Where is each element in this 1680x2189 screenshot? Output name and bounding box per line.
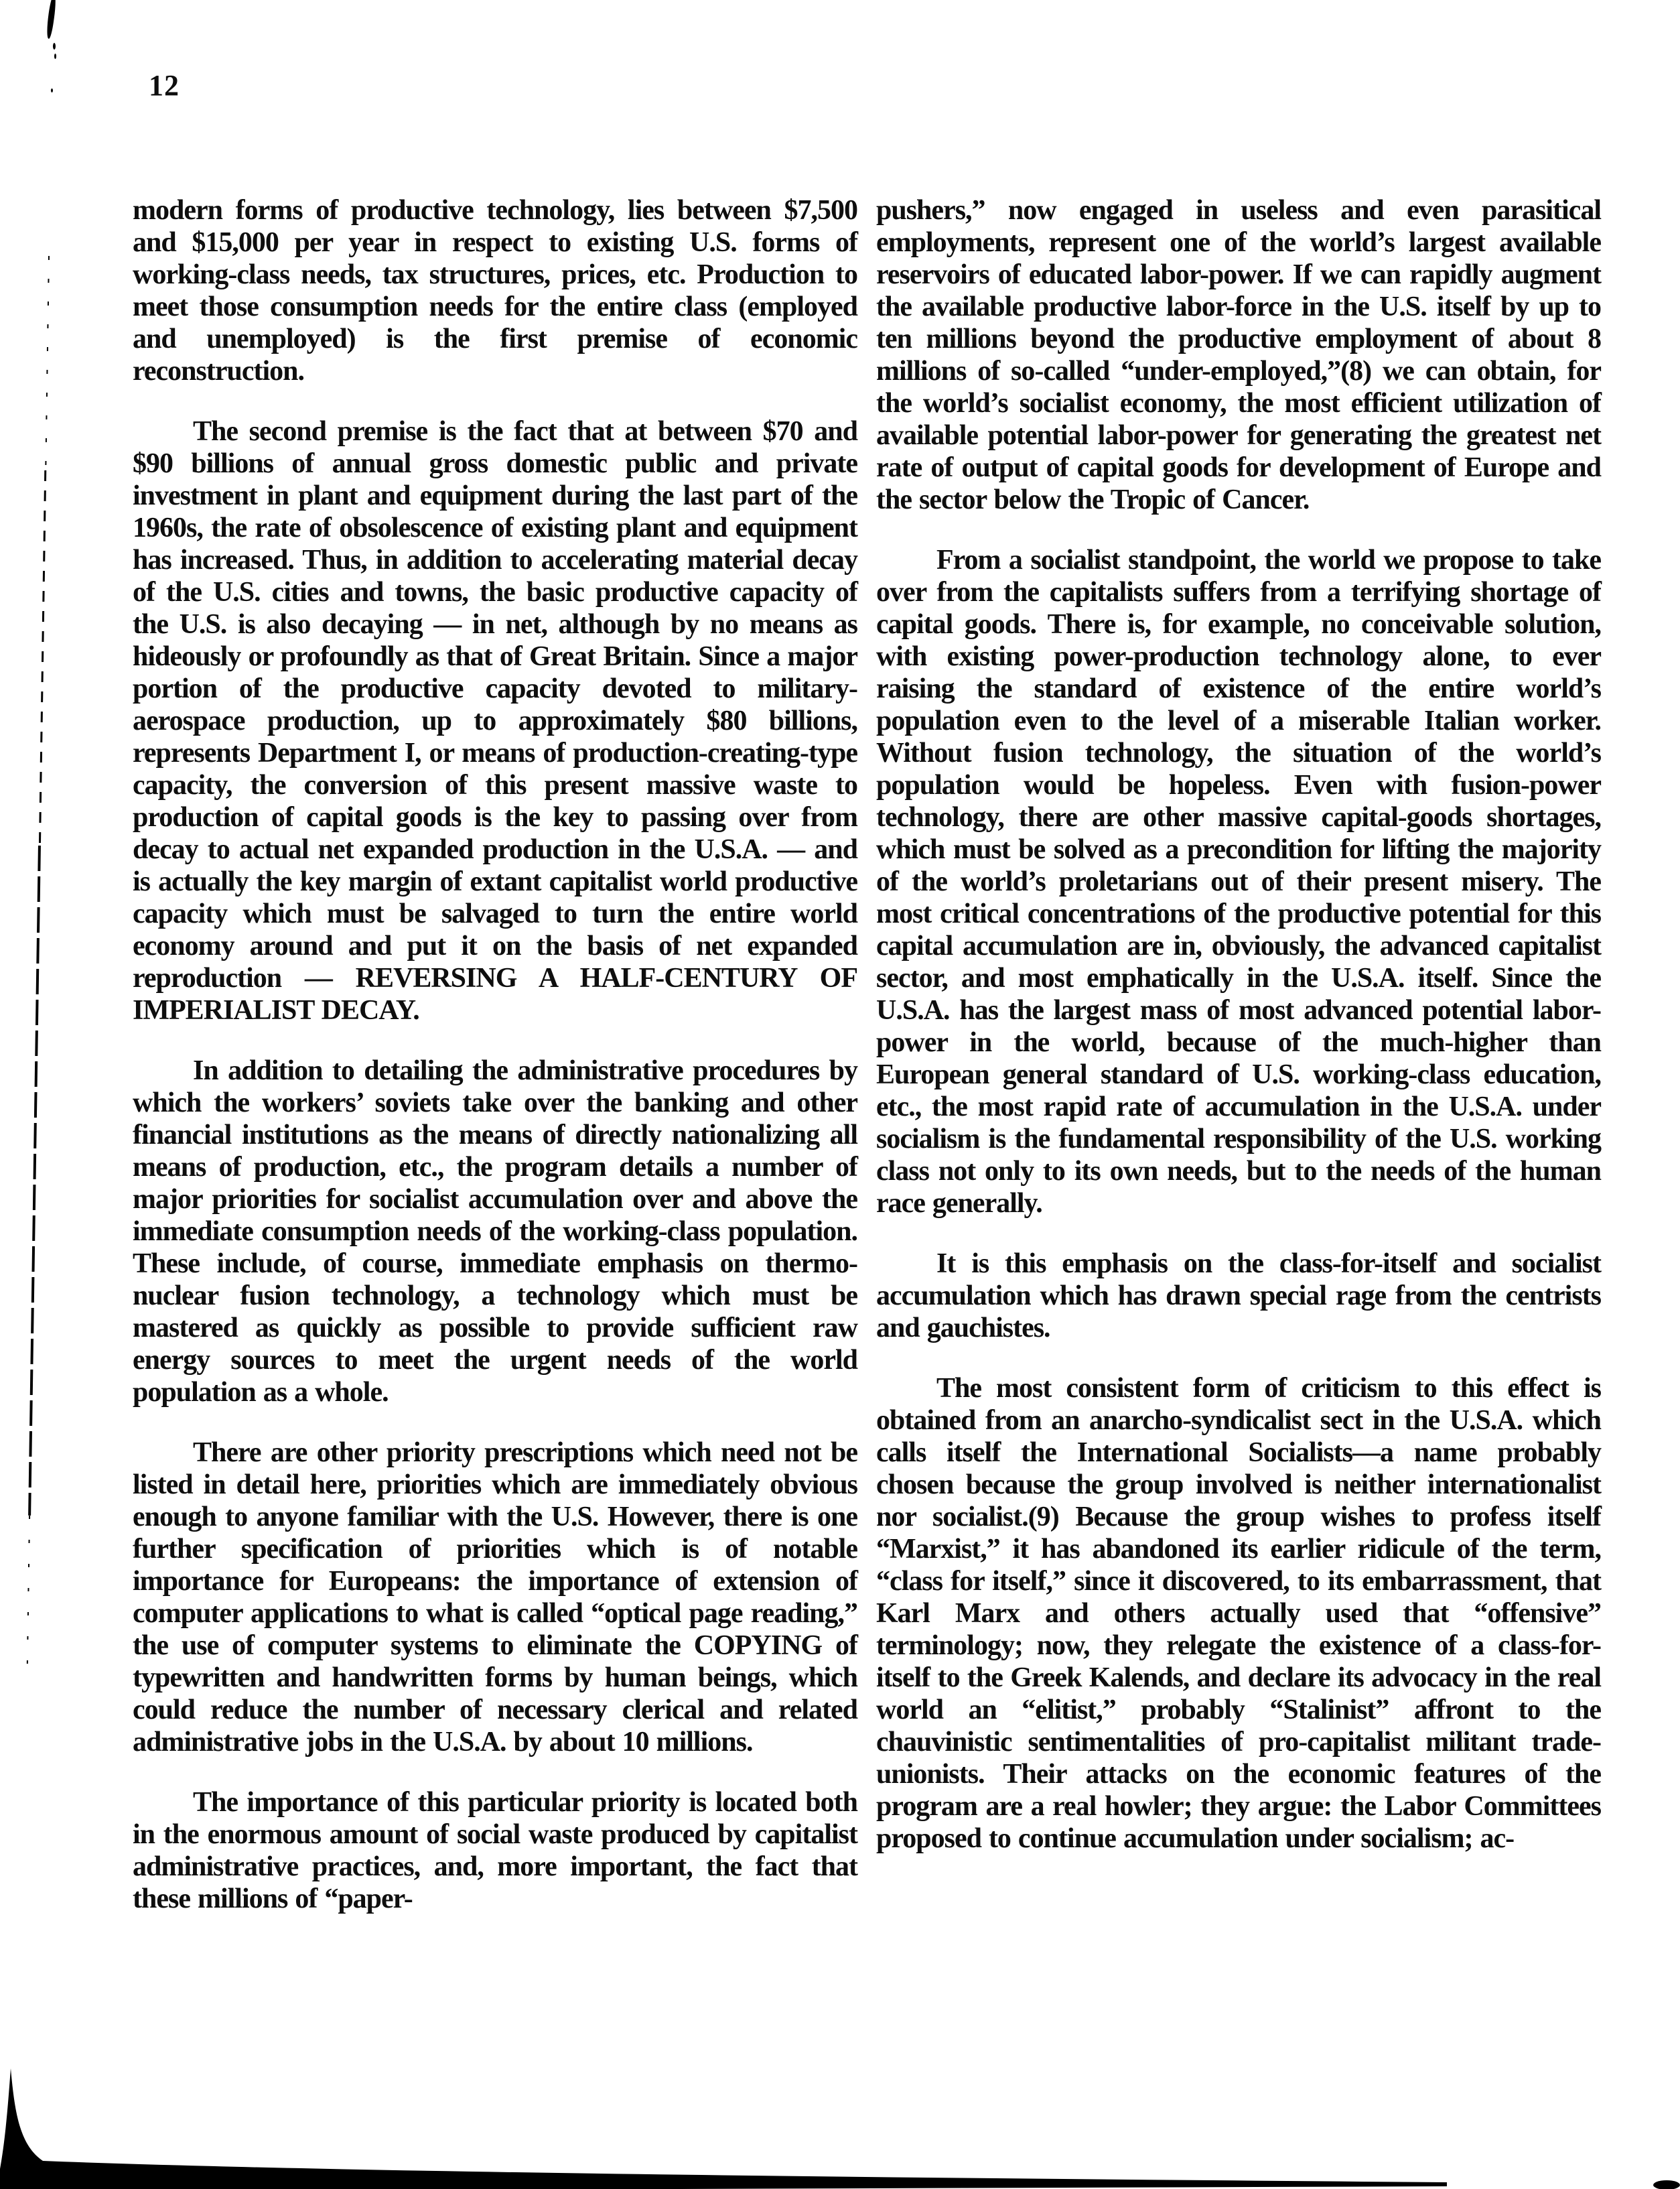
paragraph: modern forms of productive technology, lies between $7,500 and $15,000 per year in respect to existing U.S. forms of working-class needs, tax structures, prices, etc. Production to meet those consumption needs for the entire class (employed and unemployed) is the first premise of economic reconstruction. <box>133 195 857 387</box>
binding-edge-segment <box>28 846 41 1516</box>
paragraph: pushers,” now engaged in useless and even parasitical employments, represent one of the world’s largest available reservoirs of educated labor-power. If we can rapidly augment the available productive labor-force in the U.S. itself by up to ten millions beyond the productive employment of about 8 millions of so-called “under-employed,”(8) we can obtain, for the world’s socialist economy, the most efficient utilization of available potential labor-power for generating the greatest net rate of output of capital goods for development of Europe and the sector below the Tropic of Cancer. <box>876 195 1601 515</box>
ink-stroke-artifact <box>45 0 57 39</box>
paragraph: It is this emphasis on the class-for-itself and socialist accumulation which has drawn special rage from the centrists and gauchistes. <box>876 1248 1601 1343</box>
left-column <box>133 194 857 1943</box>
paragraph: In addition to detailing the administrative procedures by which the workers’ soviets take over the banking and other financial institutions as the means of directly nationalizing all means of production, etc., the program details a number of major priorities for socialist accumulation over and above the immediate consumption needs of the working-class population. These include, of course, immediate emphasis on thermo-nuclear fusion technology, a technology which must be mastered as quickly as possible to provide sufficient raw energy sources to meet the urgent needs of the world population as a whole. <box>133 1055 857 1408</box>
binding-edge-artifact <box>25 256 50 1683</box>
paragraph: The importance of this particular priority is located both in the enormous amount of social waste produced by capitalist administrative practices, and, more important, the fact that these millions of “paper- <box>133 1787 857 1914</box>
page-number: 12 <box>149 69 180 102</box>
right-column <box>876 194 1601 1943</box>
binding-edge-segment <box>39 470 46 846</box>
ink-dot-artifact <box>54 54 56 59</box>
paragraph: The most consistent form of criticism to this effect is obtained from an anarcho-syndicalist sect in the U.S.A. which calls itself the International Socialists—a name probably chosen because the group involved is neither internationalist nor socialist.(9) Because the group wishes to profess itself “Marxist,” it has abandoned its earlier ridicule of the term, “class for itself,” since it discovered, to its embarrassment, that Karl Marx and others actually used that “offensive” terminology; now, they relegate the existence of a class-for-itself to the Greek Kalends, and declare its advocacy in the real world an “elitist,” probably “Stalinist” affront to the chauvinistic sentimentalities of pro-capitalist militant trade-unionists. Their attacks on the economic features of the program are a real howler; they argue: the Labor Committees proposed to continue accumulation under socialism; ac- <box>876 1373 1601 1854</box>
scan-shadow-bottom-artifact <box>0 2035 1680 2189</box>
ink-dot-artifact <box>51 88 53 92</box>
paragraph: From a socialist standpoint, the world we propose to take over from the capitalists suffers from a terrifying shortage of capital goods. There is, for example, no conceivable solution, with existing power-production technology alone, to ever raising the standard of existence of the entire world’s population even to the level of a miserable Italian worker. Without fusion technology, the situation of the world’s population would be hopeless. Even with fusion-power technology, there are other massive capital-goods shortages, which must be solved as a precondition for lifting the majority of the world’s proletarians out of their present misery. The most critical concentrations of the productive potential for this capital accumulation are in, obviously, the advanced capitalist sector, and most emphatically in the U.S.A. itself. Since the U.S.A. has the largest mass of most advanced potential labor-power in the world, because of the much-higher than European general standard of U.S. working-class education, etc., the most rapid rate of accumulation in the U.S.A. under socialism is the fundamental responsibility of the U.S. working class not only to its own needs, but to the needs of the human race generally. <box>876 545 1601 1219</box>
text-columns <box>133 194 1601 1943</box>
paragraph: There are other priority prescriptions which need not be listed in detail here, priorities which are immediately obvious enough to anyone familiar with the U.S. However, there is one further specification of priorities which is of notable importance for Europeans: the importance of extension of computer applications to what is called “optical page reading,” the use of computer systems to eliminate the COPYING of typewritten and handwritten forms by human beings, which could reduce the number of necessary clerical and related administrative jobs in the U.S.A. by about 10 millions. <box>133 1437 857 1757</box>
binding-edge-segment <box>26 1516 30 1683</box>
paragraph: The second premise is the fact that at between $70 and $90 billions of annual gross domestic public and private investment in plant and equipment during the last part of the 1960s, the rate of obsolescence of existing plant and equipment has increased. Thus, in addition to accelerating material decay of the U.S. cities and towns, the basic productive capacity of the U.S. is also decaying — in net, although by no means as hideously or profoundly as that of Great Britain. Since a major portion of the productive capacity devoted to military-aerospace production, up to approximately $80 billions, represents Department I, or means of production-creating-type capacity, the conversion of this present massive waste to production of capital goods is the key to passing over from decay to actual net expanded production in the U.S.A. — and is actually the key margin of extant capitalist world productive capacity which must be salvaged to turn the entire world economy around and put it on the basis of net expanded reproduction — REVERSING A HALF-CENTURY OF IMPERIALIST DECAY. <box>133 416 857 1026</box>
ink-dot-artifact <box>53 43 56 50</box>
binding-edge-segment <box>45 256 50 470</box>
